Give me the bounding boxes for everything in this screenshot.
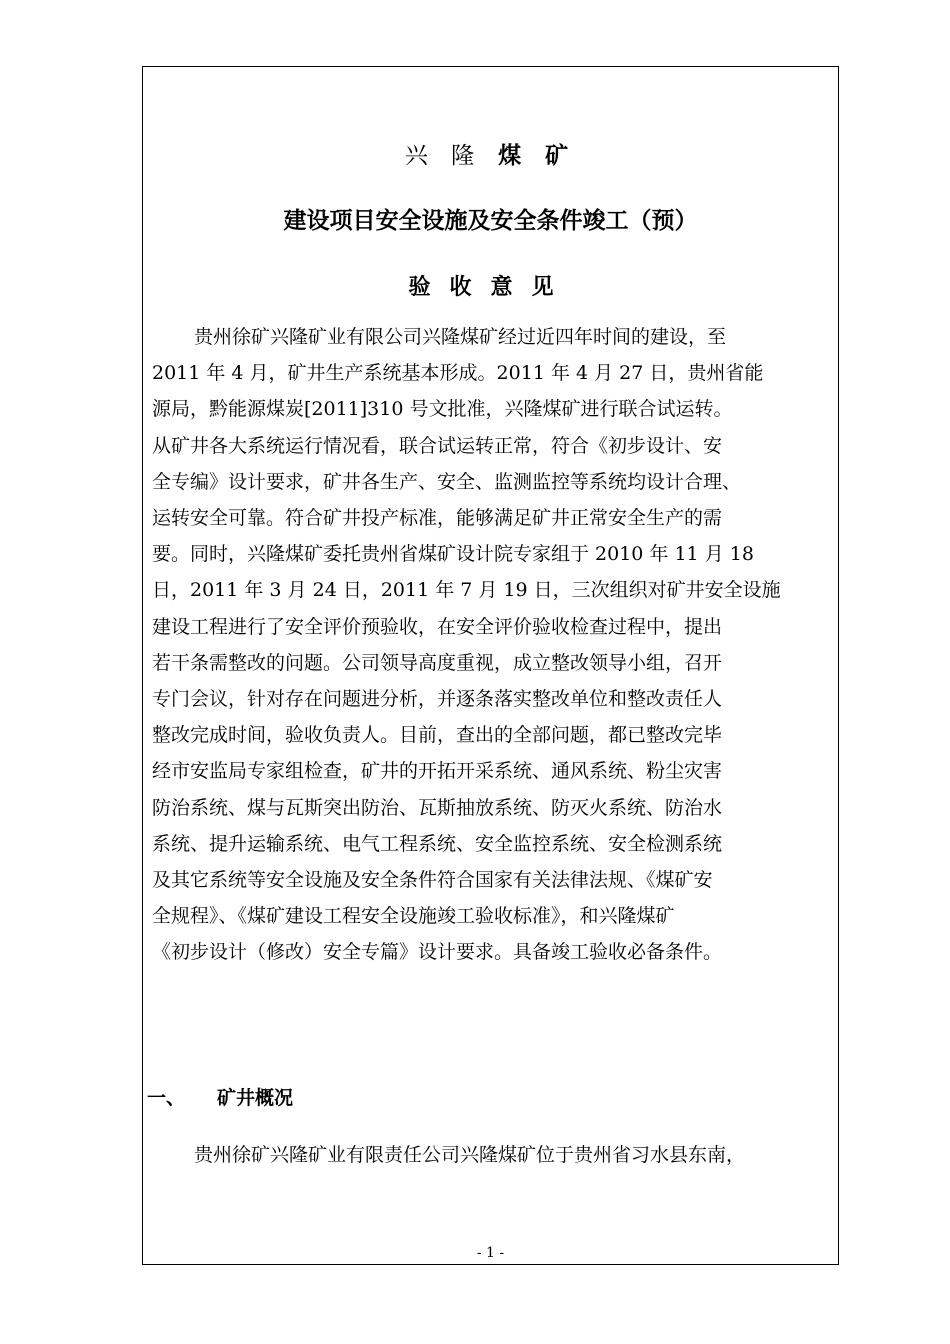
- paragraph-line: 从矿井各大系统运行情况看，联合试运转正常，符合《初步设计、安: [152, 434, 723, 457]
- title-mine-name: [142, 137, 839, 170]
- title-mine-name-part1: 兴 隆: [404, 143, 483, 169]
- paragraph-mine-overview: 贵州徐矿兴隆矿业有限责任公司兴隆煤矿位于贵州省习水县东南，: [194, 1144, 746, 1166]
- page-number: - 1 -: [476, 1245, 505, 1261]
- paragraph-line: 整改完成时间，验收负责人。目前，查出的全部问题，都已整改完毕: [152, 724, 723, 747]
- paragraph-line: 《初步设计（修改）安全专篇》设计要求。具备竣工验收必备条件。: [152, 941, 723, 964]
- paragraph-line: 源局，黔能源煤炭[2011]310 号文批准，兴隆煤矿进行联合试运转。: [152, 398, 733, 421]
- section-title: 矿井概况: [217, 1087, 294, 1109]
- title-project: 建设项目安全设施及安全条件竣工（预）: [283, 208, 698, 234]
- section-number: 一、: [147, 1087, 186, 1109]
- paragraph-line: 防治系统、煤与瓦斯突出防治、瓦斯抽放系统、防灭火系统、防治水: [152, 796, 723, 819]
- paragraph-line: 若干条需整改的问题。公司领导高度重视，成立整改领导小组，召开: [152, 651, 723, 674]
- paragraph-line: 运转安全可靠。符合矿井投产标准，能够满足矿井正常安全生产的需: [152, 507, 723, 530]
- paragraph-acceptance-opinion: [152, 319, 842, 971]
- paragraph-line: 日，2011 年 3 月 24 日，2011 年 7 月 19 日，三次组织对矿井安全设施: [152, 579, 781, 602]
- paragraph-line: 专门会议，针对存在问题进分析，并逐条落实整改单位和整改责任人: [152, 688, 723, 711]
- paragraph-line: 全专编》设计要求，矿井各生产、安全、监测监控等系统均设计合理、: [152, 470, 742, 493]
- paragraph-line: 贵州徐矿兴隆矿业有限公司兴隆煤矿经过近四年时间的建设，至: [194, 326, 727, 348]
- paragraph-line: 全规程》、《煤矿建设工程安全设施竣工验收标准》，和兴隆煤矿: [152, 905, 675, 928]
- paragraph-line: 系统、提升运输系统、电气工程系统、安全监控系统、安全检测系统: [152, 832, 723, 855]
- paragraph-line: 经市安监局专家组检查，矿井的开拓开采系统、通风系统、粉尘灾害: [152, 760, 723, 783]
- paragraph-line: 要。同时，兴隆煤矿委托贵州省煤矿设计院专家组于 2010 年 11 月 18: [152, 543, 754, 566]
- paragraph-line: 2011 年 4 月，矿井生产系统基本形成。2011 年 4 月 27 日，贵州省能: [152, 362, 764, 385]
- paragraph-line: 建设工程进行了安全评价预验收，在安全评价验收检查过程中，提出: [152, 615, 723, 638]
- section-heading-mine-overview: [147, 1083, 293, 1110]
- paragraph-line: 及其它系统等安全设施及安全条件符合国家有关法律法规、《煤矿安: [152, 869, 713, 892]
- title-opinion: 验收意见: [408, 275, 573, 300]
- title-mine-name-part2: 煤 矿: [498, 143, 577, 169]
